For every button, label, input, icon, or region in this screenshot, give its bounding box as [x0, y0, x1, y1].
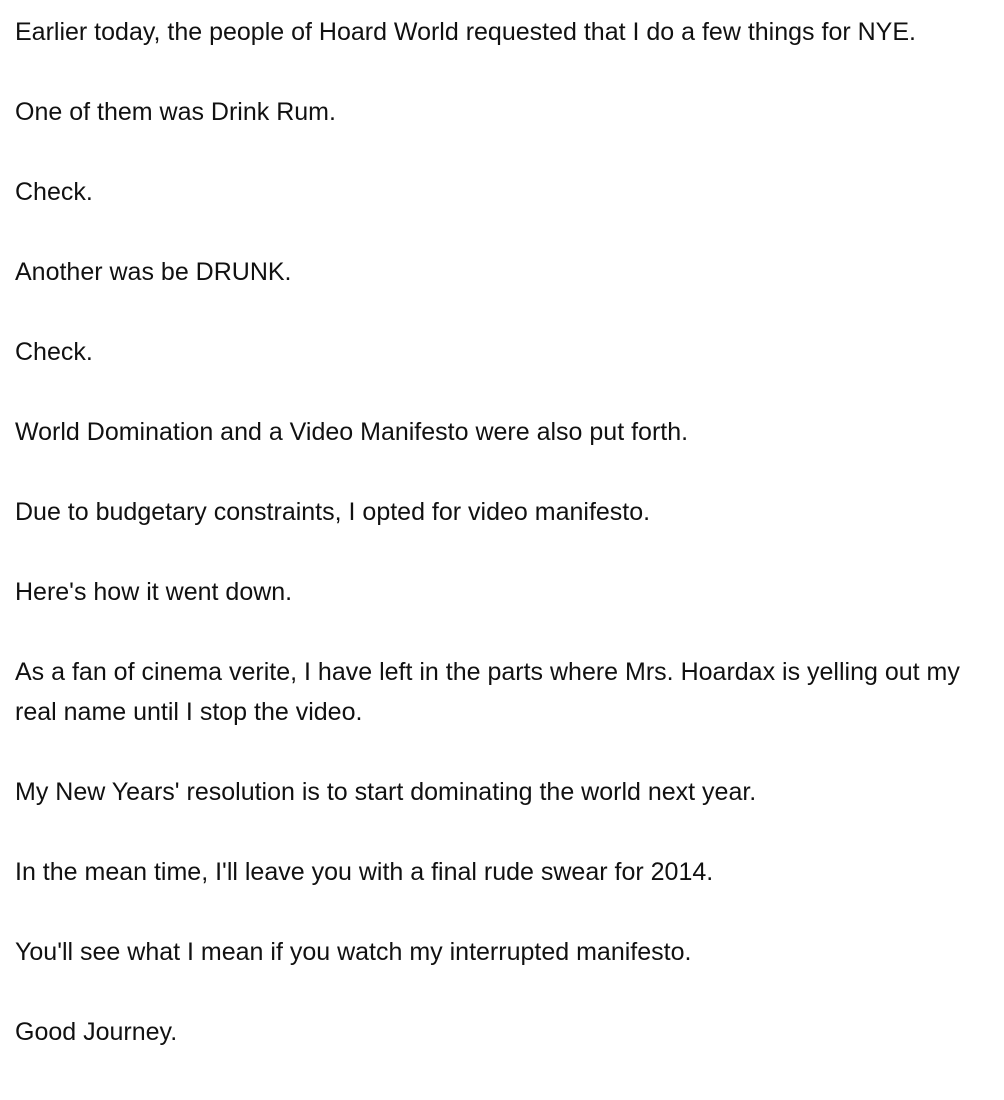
paragraph-intro: Earlier today, the people of Hoard World requested that I do a few things for NYE. — [15, 18, 916, 46]
paragraph-budget: Due to budgetary constraints, I opted for video manifesto. — [15, 498, 651, 526]
paragraph-how-it-went: Here's how it went down. — [15, 578, 293, 606]
paragraph-drink-rum: One of them was Drink Rum. — [15, 98, 336, 126]
paragraph-be-drunk: Another was be DRUNK. — [15, 258, 292, 286]
paragraph-check-2: Check. — [15, 338, 93, 366]
paragraph-interrupted-manifesto: You'll see what I mean if you watch my interrupted manifesto. — [15, 938, 692, 966]
paragraph-check-1: Check. — [15, 178, 93, 206]
paragraph-good-journey: Good Journey. — [15, 1018, 178, 1046]
paragraph-cinema-verite: As a fan of cinema verite, I have left in the parts where Mrs. Hoardax is yelling out my real name until I stop the video. — [15, 658, 960, 726]
paragraph-final-swear: In the mean time, I'll leave you with a final rude swear for 2014. — [15, 858, 714, 886]
paragraph-resolution: My New Years' resolution is to start dominating the world next year. — [15, 778, 757, 806]
paragraph-world-domination: World Domination and a Video Manifesto were also put forth. — [15, 418, 689, 446]
